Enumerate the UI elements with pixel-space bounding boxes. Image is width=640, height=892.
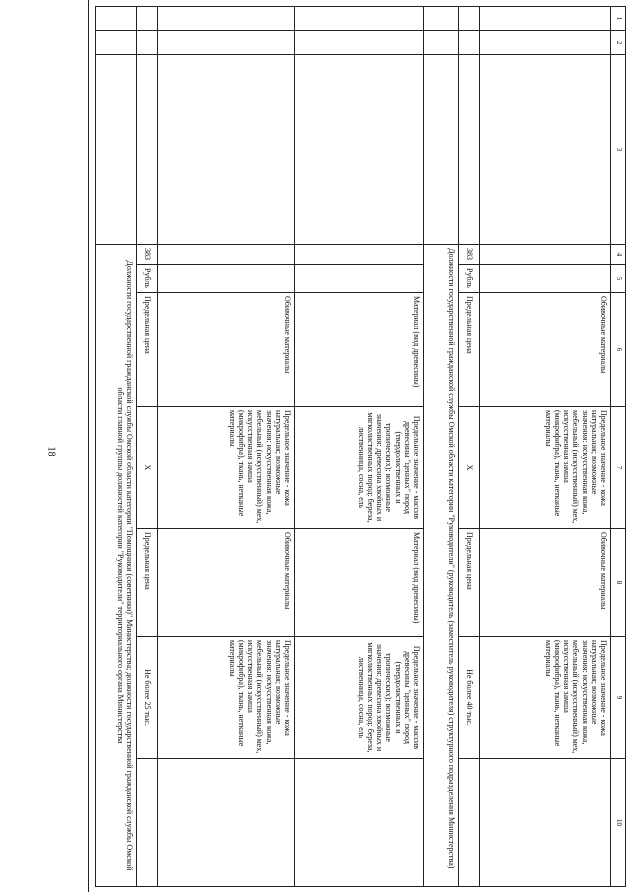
cell: Предельное значение - массив древесины "ценных" пород (твердолиственных и тропических); возможные значения: древесина хвойных и мягколиственных пород: береза, лиственница, сосна, ель [295, 407, 424, 529]
col-7-header: 7 [611, 407, 626, 529]
section-row [96, 7, 137, 887]
table-row [459, 7, 480, 887]
col-4-header: 4 [611, 245, 626, 265]
col-6-header: 6 [611, 293, 626, 407]
col-9-header: 9 [611, 637, 626, 759]
left-margin-line [88, 0, 89, 892]
col-8-header: 8 [611, 529, 626, 637]
table-row [480, 7, 611, 887]
cell: Предельное значение - кожа натуральная; возможные значения: искусственная кожа, мебельный (искусственный) мех, искусственная замша (микрофибра), ткань, нетканые материалы [480, 407, 611, 529]
section-row [424, 7, 459, 887]
col-10-header: 10 [611, 759, 626, 887]
cell: Предельная цена [137, 293, 158, 407]
table-row [158, 7, 295, 887]
cell: Предельная цена [137, 529, 158, 637]
table-row [295, 7, 424, 887]
col-3-header: 3 [611, 55, 626, 245]
cell: Материал (вид древесины) [295, 529, 424, 637]
cell: Обивочные материалы [158, 293, 295, 407]
cell: Предельное значение - кожа натуральная; возможные значения: искусственная кожа, мебельный (искусственный) мех, искусственная замша (микрофибра), ткань, нетканые материалы [480, 637, 611, 759]
page-number: 18 [45, 446, 57, 457]
cell: X [459, 407, 480, 529]
cell: X [137, 407, 158, 529]
rotated-table-page [90, 0, 630, 892]
cell: 383 [137, 245, 158, 265]
cell: Обивочные материалы [480, 293, 611, 407]
cell: Предельное значение - кожа натуральная; возможные значения: искусственная кожа, мебельный (искусственный) мех, искусственная замша (микрофибра), ткань, нетканые материалы [158, 637, 295, 759]
cell: Обивочные материалы [158, 529, 295, 637]
cell: Обивочные материалы [480, 529, 611, 637]
col-1-header: 1 [611, 7, 626, 31]
cell: Не более 25 тыс. [137, 637, 158, 759]
cell: Предельная цена [459, 529, 480, 637]
cell: Рубль [459, 265, 480, 293]
header-row [611, 7, 626, 887]
col-2-header: 2 [611, 31, 626, 55]
cell: Рубль [137, 265, 158, 293]
cell: Предельное значение - кожа натуральная; возможные значения: искусственная кожа, мебельный (искусственный) мех, искусственная замша (микрофибра), ткань, нетканые материалы [158, 407, 295, 529]
cell: Материал (вид древесины) [295, 293, 424, 407]
table-row [137, 7, 158, 887]
col-5-header: 5 [611, 265, 626, 293]
cell: Не более 40 тыс. [459, 637, 480, 759]
section-heading: Должности государственной гражданской службы Омской области категории "Помощники (советники)" Министерства; должности государственной гражданской службы Омской области главной группы должностей категории "Руководители" территориального органа Министерства [96, 245, 137, 887]
section-heading: Должности государственной гражданской службы Омской области категории "Руководители" (руководитель (заместитель руководителя) структурного подразделения Министерства) [424, 245, 459, 887]
cell: 383 [459, 245, 480, 265]
cell: Предельное значение - массив древесины "ценных" пород (твердолиственных и тропических); возможные значения: древесина хвойных и мягколиственных пород: береза, лиственница, сосна, ель [295, 637, 424, 759]
cell: Предельная цена [459, 293, 480, 407]
characteristics-table [95, 6, 626, 887]
